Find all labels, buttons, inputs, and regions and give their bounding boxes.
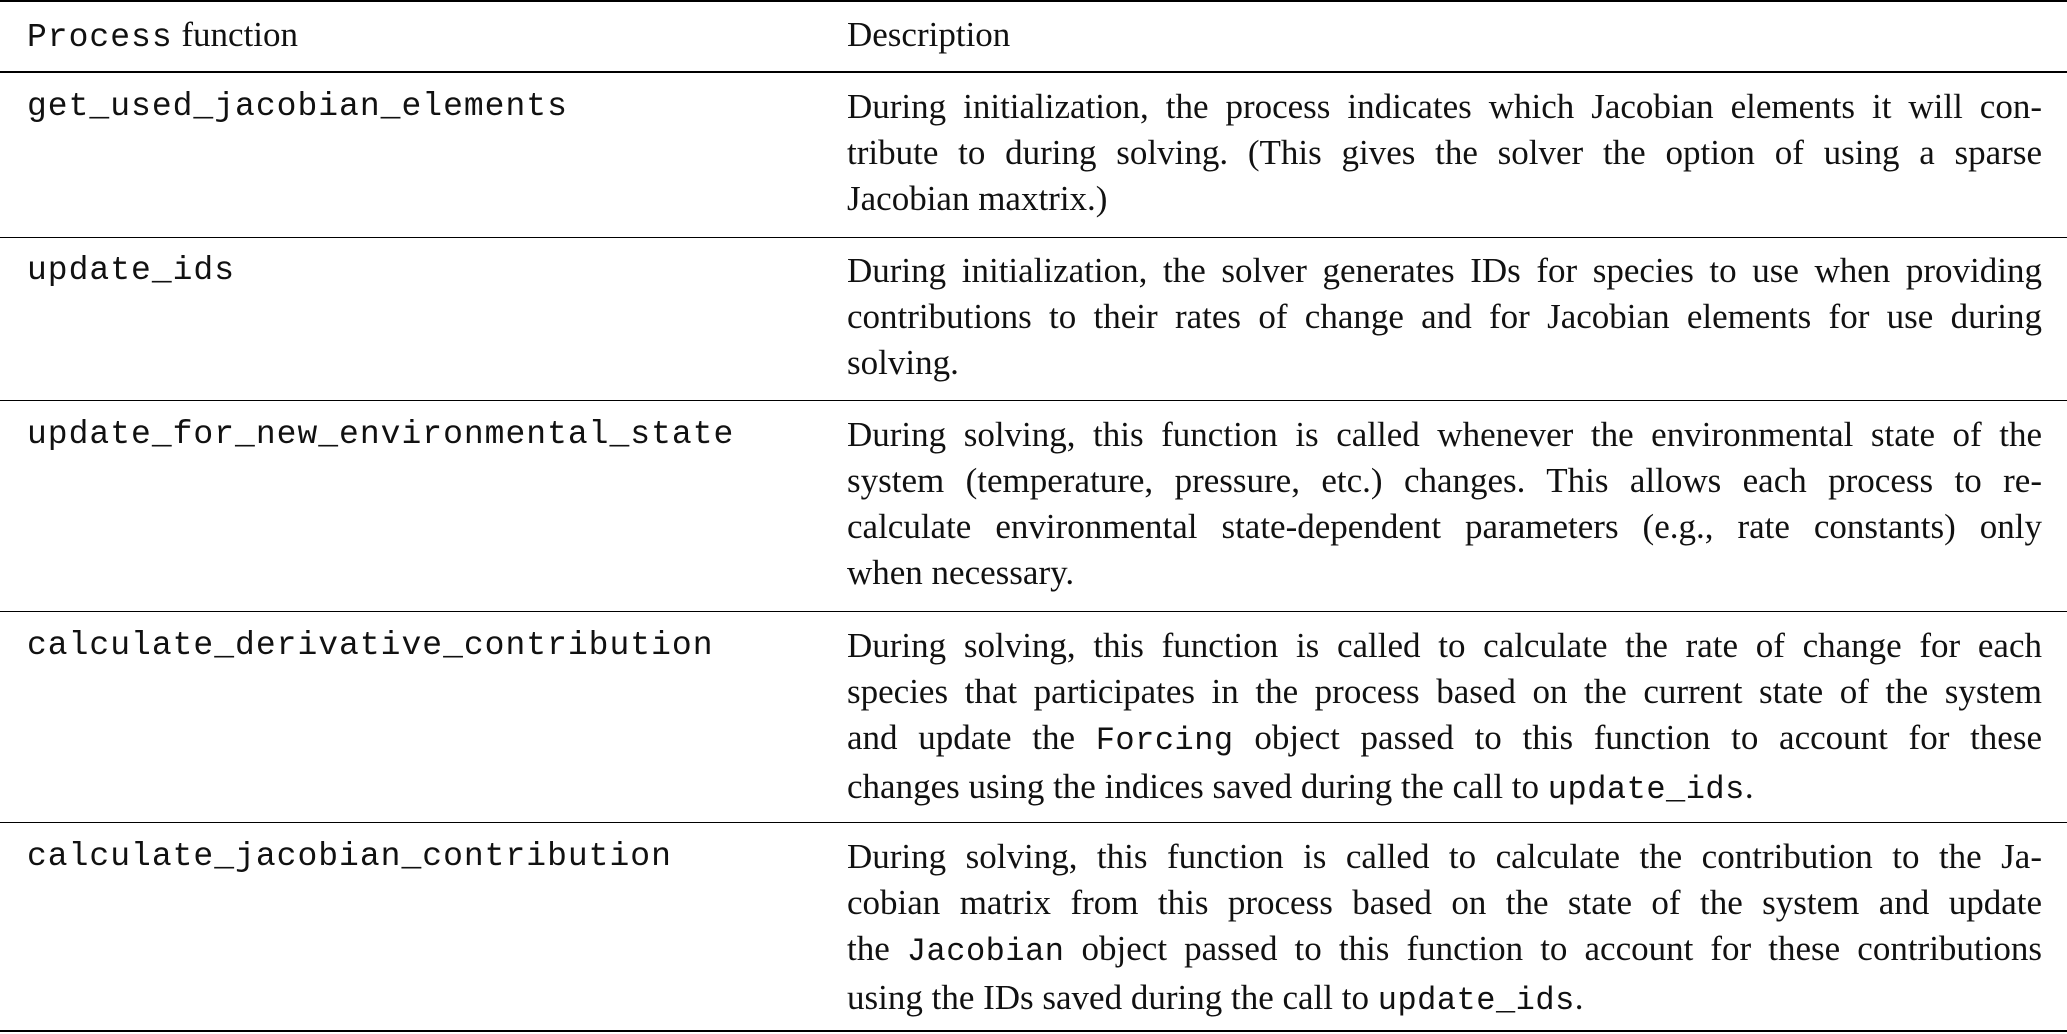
row-1-line-1: During initialization, the process indicates which Jacobian elements it will con- (847, 87, 2042, 126)
row-4-line-4-pre: changes using the indices saved during the call to (847, 767, 1540, 806)
row-2-line-3: solving. (847, 343, 959, 382)
row-2-line-2: contributions to their rates of change and for Jacobian elements for use during (847, 297, 2042, 336)
row-4-line-3-post: object passed to this function to account for these (1254, 718, 2042, 757)
row-5-line-4 (847, 975, 2042, 1024)
table-row-2-function: update_ids (27, 252, 236, 289)
row-separator (0, 237, 2067, 238)
row-3-line-2: system (temperature, pressure, etc.) changes. This allows each process to re- (847, 461, 2042, 500)
row-3-line-3: calculate environmental state-dependent parameters (e.g., rate constants) only (847, 507, 2042, 546)
table-row-3-description (847, 412, 2042, 596)
row-3-line-4: when necessary. (847, 553, 1075, 592)
table-row-4-function: calculate_derivative_contribution (27, 627, 714, 664)
table-row-2-description (847, 248, 2042, 386)
row-separator (0, 611, 2067, 612)
row-separator (0, 822, 2067, 823)
row-4-line-3 (847, 715, 2042, 764)
update-ids-code: update_ids (1377, 982, 1575, 1019)
row-4-line-4 (847, 764, 2042, 813)
header-description-cell (847, 12, 2042, 58)
table-top-rule (0, 0, 2067, 2)
row-4-line-1: During solving, this function is called to calculate the rate of change for each (847, 626, 2042, 665)
row-5-line-4-pre: using the IDs saved during the call to (847, 978, 1369, 1017)
row-5-line-3-post: object passed to this function to account for these contributions (1081, 929, 2042, 968)
table-row-4-description (847, 623, 2042, 813)
row-4-line-2: species that participates in the process based on the current state of the system (847, 672, 2042, 711)
row-1-line-3: Jacobian maxtrix.) (847, 179, 1108, 218)
header-process-code: Process (27, 19, 173, 56)
row-1-line-2: tribute to during solving. (This gives the solver the option of using a sparse (847, 133, 2042, 172)
update-ids-code: update_ids (1547, 771, 1745, 808)
jacobian-code: Jacobian (906, 933, 1065, 970)
table-row-5-description (847, 834, 2042, 1024)
header-function-cell (27, 12, 827, 61)
row-5-line-4-post: . (1574, 978, 1584, 1017)
row-2-line-1: During initialization, the solver generates IDs for species to use when providing (847, 251, 2042, 290)
row-5-line-3 (847, 926, 2042, 975)
row-3-line-1: During solving, this function is called whenever the environmental state of the (847, 415, 2042, 454)
table-row-1-description (847, 84, 2042, 222)
row-4-line-4-post: . (1744, 767, 1754, 806)
row-4-line-3-pre: and update the (847, 718, 1075, 757)
header-rule (0, 71, 2067, 73)
row-separator (0, 400, 2067, 401)
header-description-label: Description (847, 15, 1011, 54)
table-row-3-function: update_for_new_environmental_state (27, 416, 735, 453)
table-row-1-function: get_used_jacobian_elements (27, 88, 568, 125)
header-function-label: function (181, 15, 299, 54)
table-row-5-function: calculate_jacobian_contribution (27, 838, 672, 875)
table-bottom-rule (0, 1030, 2067, 1032)
forcing-code: Forcing (1095, 722, 1234, 759)
row-5-line-2: cobian matrix from this process based on the state of the system and update (847, 883, 2042, 922)
row-5-line-3-pre: the (847, 929, 890, 968)
row-5-line-1: During solving, this function is called to calculate the contribution to the Ja- (847, 837, 2042, 876)
